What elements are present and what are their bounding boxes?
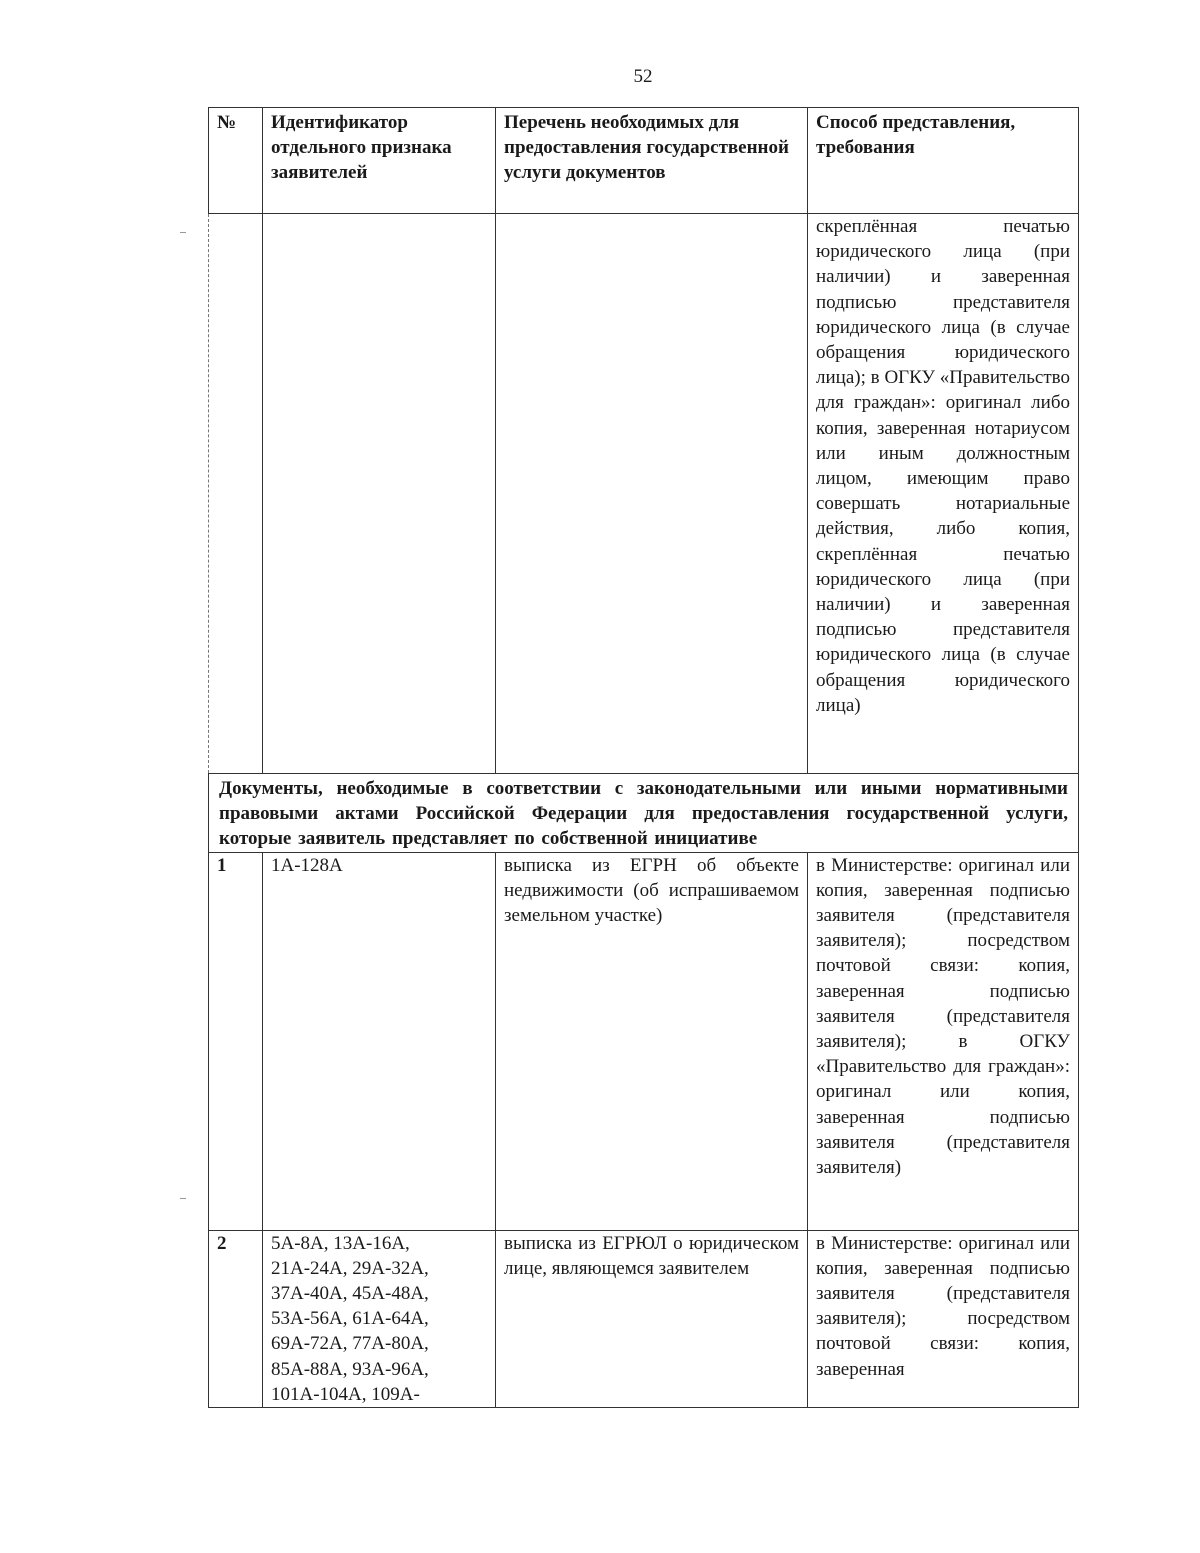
section-heading-row	[209, 774, 1079, 853]
row-identifier	[263, 1230, 496, 1407]
continuation-document-cell	[496, 214, 808, 774]
scan-artifact-mark	[180, 1198, 186, 1199]
section-heading: Документы, необходимые в соответствии с законодательными или иными нормативными правовыми актами Российской Федерации для предоставления государственной услуги, которые заявитель представляет по собственной инициативе	[209, 774, 1079, 853]
header-documents: Перечень необходимых для предоставления государственной услуги документов	[496, 108, 808, 214]
scan-artifact-mark	[180, 232, 186, 233]
row-method: в Министерстве: оригинал или копия, заверенная подписью заявителя (представителя заявителя); посредством почтовой связи: копия, заверенная	[808, 1230, 1079, 1407]
table-row	[209, 1230, 1079, 1407]
identifier-line: 21А-24А, 29А-32А,	[271, 1257, 429, 1279]
row-identifier: 1А-128А	[263, 852, 496, 1230]
identifier-line: 85А-88А, 93А-96А,	[271, 1358, 429, 1380]
identifier-line: 101А-104А, 109А-	[271, 1383, 420, 1405]
row-document: выписка из ЕГРН об объекте недвижимости (об испрашиваемом земельном участке)	[496, 852, 808, 1230]
continuation-method-cell: скреплённая печатью юридического лица (при наличии) и заверенная подписью представителя юридического лица (в случае обращения юридического лица); в ОГКУ «Правительство для граждан»: оригинал либо копия, заверенная нотариусом или иным должностным лицом, имеющим право совершать нотариальные действия, либо копия, скреплённая печатью юридического лица (при наличии) и заверенная подписью представителя юридического лица (в случае обращения юридического лица)	[808, 214, 1079, 774]
identifier-line: 5А-8А, 13А-16А,	[271, 1232, 410, 1254]
table-row	[209, 852, 1079, 1230]
header-method: Способ представления, требования	[808, 108, 1079, 214]
continuation-row	[209, 214, 1079, 774]
identifier-line: 69А-72А, 77А-80А,	[271, 1333, 429, 1355]
row-number: 1	[209, 852, 263, 1230]
identifier-line: 37А-40А, 45А-48А,	[271, 1283, 429, 1305]
continuation-identifier-cell	[263, 214, 496, 774]
row-method: в Министерстве: оригинал или копия, заверенная подписью заявителя (представителя заявителя); посредством почтовой связи: копия, заверенная подписью заявителя (представителя заявителя); в ОГКУ «Правительство для граждан»: оригинал или копия, заверенная подписью заявителя (представителя заявителя)	[808, 852, 1079, 1230]
row-number: 2	[209, 1230, 263, 1407]
header-number: №	[209, 108, 263, 214]
continuation-num-cell	[209, 214, 263, 774]
identifier-line: 53А-56А, 61А-64А,	[271, 1308, 429, 1330]
table-header-row	[209, 108, 1079, 214]
row-document: выписка из ЕГРЮЛ о юридическом лице, являющемся заявителем	[496, 1230, 808, 1407]
documents-table	[208, 107, 1079, 1408]
page-number: 52	[633, 66, 653, 87]
header-identifier: Идентификатор отдельного признака заявителей	[263, 108, 496, 214]
